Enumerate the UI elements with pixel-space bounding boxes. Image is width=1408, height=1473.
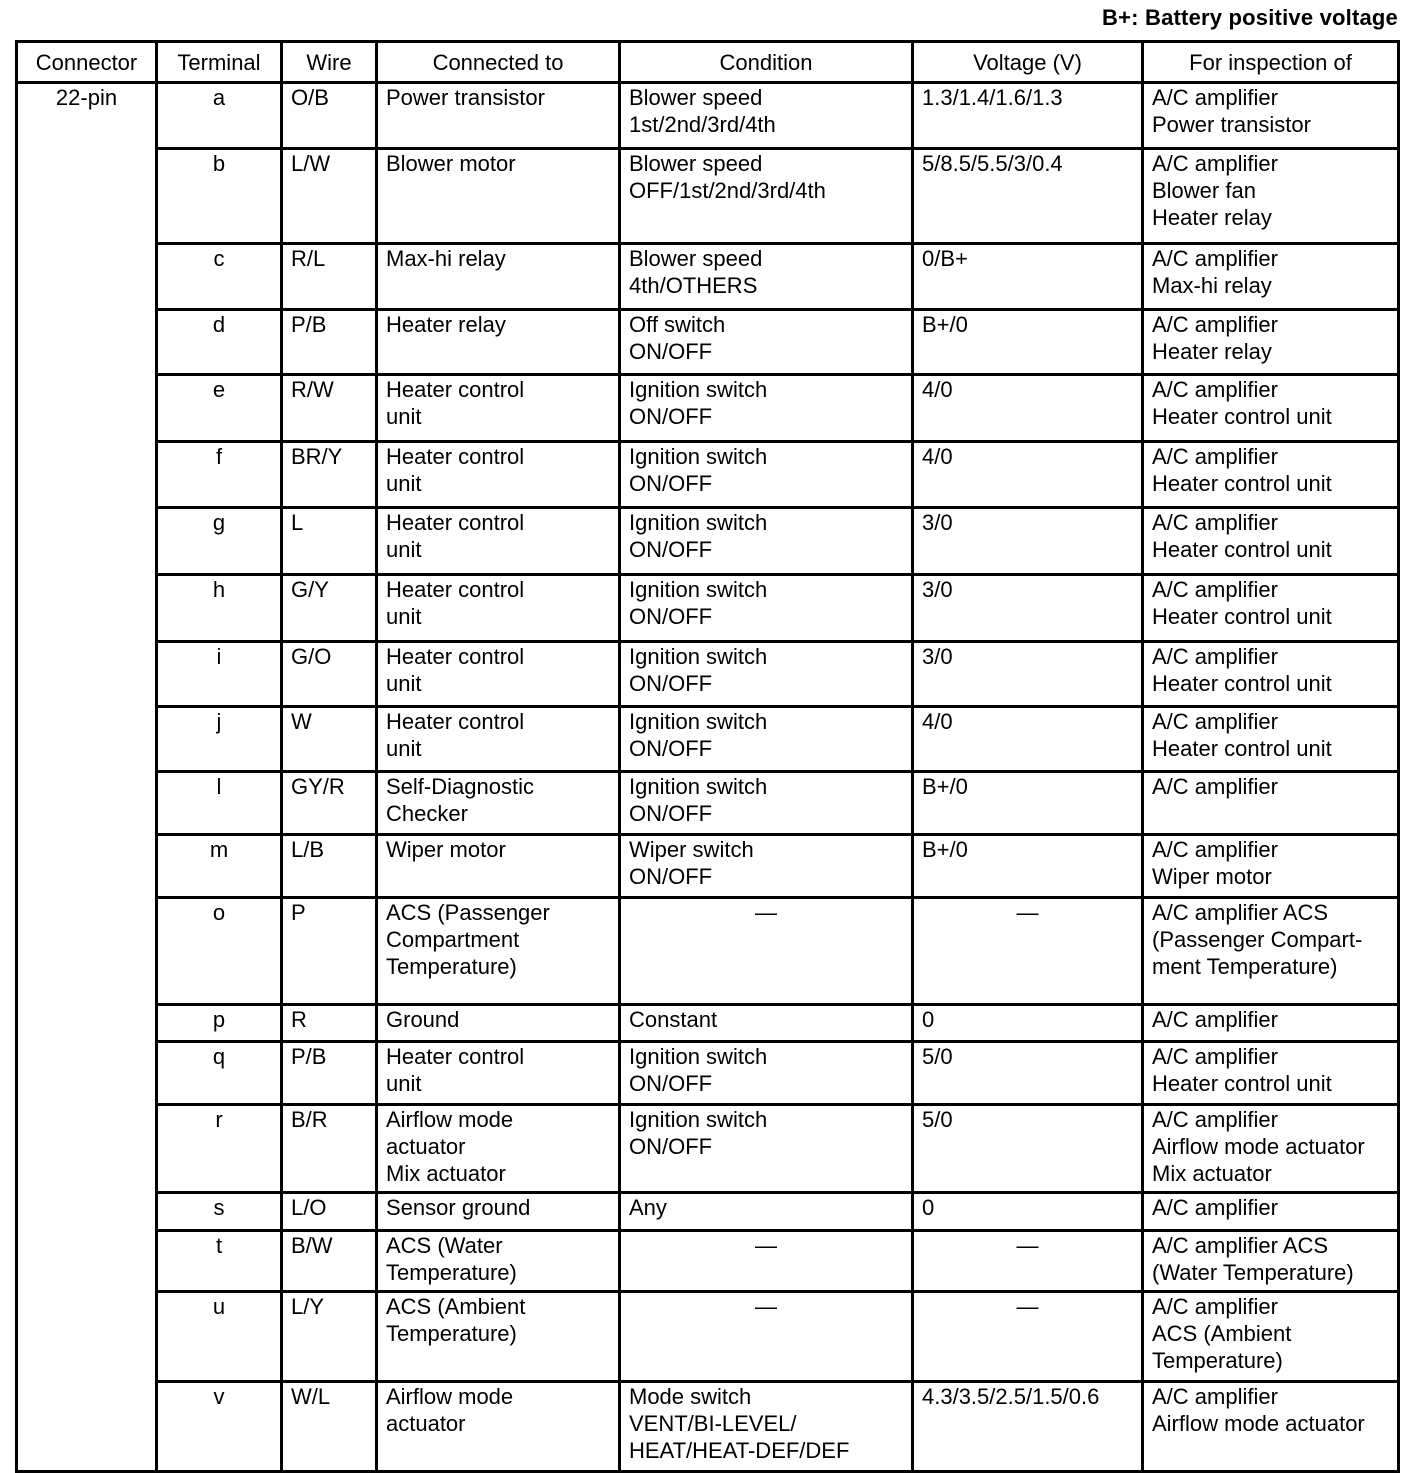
condition-cell: —	[620, 1292, 913, 1382]
condition-cell: Ignition switch ON/OFF	[620, 707, 913, 772]
wire-cell: R/W	[282, 375, 377, 442]
table-row	[17, 1231, 1399, 1292]
inspection-cell: A/C amplifier Max-hi relay	[1143, 244, 1399, 310]
condition-cell: Blower speed 4th/OTHERS	[620, 244, 913, 310]
terminal-cell: v	[157, 1382, 282, 1472]
inspection-cell: A/C amplifier Heater control unit	[1143, 707, 1399, 772]
table-header	[17, 42, 1399, 83]
table-row	[17, 1105, 1399, 1193]
voltage-cell: 3/0	[913, 642, 1143, 707]
condition-cell: Ignition switch ON/OFF	[620, 1105, 913, 1193]
table-row	[17, 375, 1399, 442]
wire-cell: L/B	[282, 835, 377, 898]
table-row	[17, 835, 1399, 898]
wire-cell: B/R	[282, 1105, 377, 1193]
voltage-cell: 4/0	[913, 707, 1143, 772]
wire-cell: L	[282, 508, 377, 575]
terminal-cell: h	[157, 575, 282, 642]
condition-cell: Any	[620, 1193, 913, 1231]
wire-cell: W/L	[282, 1382, 377, 1472]
voltage-cell: B+/0	[913, 835, 1143, 898]
condition-cell: Ignition switch ON/OFF	[620, 375, 913, 442]
condition-cell: Ignition switch ON/OFF	[620, 508, 913, 575]
terminal-cell: m	[157, 835, 282, 898]
inspection-cell: A/C amplifier	[1143, 772, 1399, 835]
inspection-cell: A/C amplifier Power transistor	[1143, 83, 1399, 149]
table-row	[17, 83, 1399, 149]
wire-cell: P/B	[282, 1042, 377, 1105]
table-row	[17, 898, 1399, 1005]
header-voltage: Voltage (V)	[913, 42, 1143, 83]
wire-cell: G/O	[282, 642, 377, 707]
condition-cell: Ignition switch ON/OFF	[620, 575, 913, 642]
wire-cell: L/Y	[282, 1292, 377, 1382]
condition-cell: Ignition switch ON/OFF	[620, 772, 913, 835]
voltage-cell: 4/0	[913, 442, 1143, 508]
condition-cell: Constant	[620, 1005, 913, 1042]
wire-cell: P	[282, 898, 377, 1005]
connected-to-cell: ACS (Passenger Compartment Temperature)	[377, 898, 620, 1005]
battery-voltage-note: B+: Battery positive voltage	[1102, 5, 1398, 30]
wire-cell: L/W	[282, 149, 377, 244]
header-wire: Wire	[282, 42, 377, 83]
terminal-cell: l	[157, 772, 282, 835]
condition-cell: —	[620, 1231, 913, 1292]
voltage-cell: B+/0	[913, 772, 1143, 835]
table-row	[17, 310, 1399, 375]
terminal-cell: p	[157, 1005, 282, 1042]
connector-terminal-table	[15, 40, 1400, 1473]
voltage-cell: 3/0	[913, 508, 1143, 575]
header-connected-to: Connected to	[377, 42, 620, 83]
wire-cell: BR/Y	[282, 442, 377, 508]
connected-to-cell: Heater control unit	[377, 642, 620, 707]
condition-cell: —	[620, 898, 913, 1005]
inspection-cell: A/C amplifier Heater relay	[1143, 310, 1399, 375]
inspection-cell: A/C amplifier Blower fan Heater relay	[1143, 149, 1399, 244]
connected-to-cell: Heater relay	[377, 310, 620, 375]
connected-to-cell: Heater control unit	[377, 508, 620, 575]
connected-to-cell: Ground	[377, 1005, 620, 1042]
condition-cell: Blower speed 1st/2nd/3rd/4th	[620, 83, 913, 149]
connected-to-cell: ACS (Ambient Temperature)	[377, 1292, 620, 1382]
table-row	[17, 508, 1399, 575]
inspection-cell: A/C amplifier ACS (Passenger Compart- ment Temperature)	[1143, 898, 1399, 1005]
terminal-cell: r	[157, 1105, 282, 1193]
voltage-cell: 1.3/1.4/1.6/1.3	[913, 83, 1143, 149]
table-row	[17, 442, 1399, 508]
connected-to-cell: Heater control unit	[377, 375, 620, 442]
wire-cell: W	[282, 707, 377, 772]
wire-cell: G/Y	[282, 575, 377, 642]
connected-to-cell: Airflow mode actuator	[377, 1382, 620, 1472]
condition-cell: Ignition switch ON/OFF	[620, 442, 913, 508]
connected-to-cell: Heater control unit	[377, 707, 620, 772]
inspection-cell: A/C amplifier Heater control unit	[1143, 575, 1399, 642]
wire-cell: O/B	[282, 83, 377, 149]
inspection-cell: A/C amplifier Airflow mode actuator	[1143, 1382, 1399, 1472]
voltage-cell: —	[913, 898, 1143, 1005]
connector-cell: 22-pin	[17, 83, 157, 1472]
table-row	[17, 707, 1399, 772]
terminal-cell: u	[157, 1292, 282, 1382]
connected-to-cell: Self-Diagnostic Checker	[377, 772, 620, 835]
terminal-cell: q	[157, 1042, 282, 1105]
table-row	[17, 1193, 1399, 1231]
wire-cell: R	[282, 1005, 377, 1042]
inspection-cell: A/C amplifier ACS (Ambient Temperature)	[1143, 1292, 1399, 1382]
inspection-cell: A/C amplifier ACS (Water Temperature)	[1143, 1231, 1399, 1292]
table-row	[17, 575, 1399, 642]
terminal-cell: i	[157, 642, 282, 707]
terminal-cell: a	[157, 83, 282, 149]
voltage-cell: —	[913, 1231, 1143, 1292]
table-row	[17, 642, 1399, 707]
table-row	[17, 772, 1399, 835]
condition-cell: Ignition switch ON/OFF	[620, 642, 913, 707]
wire-cell: R/L	[282, 244, 377, 310]
inspection-cell: A/C amplifier Heater control unit	[1143, 1042, 1399, 1105]
connected-to-cell: Airflow mode actuator Mix actuator	[377, 1105, 620, 1193]
voltage-cell: 5/0	[913, 1042, 1143, 1105]
inspection-cell: A/C amplifier	[1143, 1005, 1399, 1042]
inspection-cell: A/C amplifier	[1143, 1193, 1399, 1231]
wire-cell: GY/R	[282, 772, 377, 835]
voltage-cell: 3/0	[913, 575, 1143, 642]
connected-to-cell: Sensor ground	[377, 1193, 620, 1231]
inspection-cell: A/C amplifier Heater control unit	[1143, 442, 1399, 508]
wire-cell: L/O	[282, 1193, 377, 1231]
voltage-cell: B+/0	[913, 310, 1143, 375]
connected-to-cell: Heater control unit	[377, 1042, 620, 1105]
voltage-cell: 5/0	[913, 1105, 1143, 1193]
connected-to-cell: Heater control unit	[377, 575, 620, 642]
voltage-cell: 0	[913, 1005, 1143, 1042]
header-connector: Connector	[17, 42, 157, 83]
voltage-cell: 4/0	[913, 375, 1143, 442]
connected-to-cell: ACS (Water Temperature)	[377, 1231, 620, 1292]
voltage-cell: 0	[913, 1193, 1143, 1231]
table-row	[17, 1292, 1399, 1382]
condition-cell: Mode switch VENT/BI-LEVEL/ HEAT/HEAT-DEF/DEF	[620, 1382, 913, 1472]
header-inspection: For inspection of	[1143, 42, 1399, 83]
condition-cell: Blower speed OFF/1st/2nd/3rd/4th	[620, 149, 913, 244]
table-body	[17, 83, 1399, 1472]
inspection-cell: A/C amplifier Heater control unit	[1143, 642, 1399, 707]
terminal-cell: j	[157, 707, 282, 772]
inspection-cell: A/C amplifier Airflow mode actuator Mix actuator	[1143, 1105, 1399, 1193]
table-row	[17, 1042, 1399, 1105]
terminal-cell: s	[157, 1193, 282, 1231]
header-terminal: Terminal	[157, 42, 282, 83]
terminal-cell: b	[157, 149, 282, 244]
terminal-cell: t	[157, 1231, 282, 1292]
terminal-cell: g	[157, 508, 282, 575]
condition-cell: Wiper switch ON/OFF	[620, 835, 913, 898]
voltage-cell: 5/8.5/5.5/3/0.4	[913, 149, 1143, 244]
condition-cell: Off switch ON/OFF	[620, 310, 913, 375]
inspection-cell: A/C amplifier Heater control unit	[1143, 375, 1399, 442]
connected-to-cell: Blower motor	[377, 149, 620, 244]
connected-to-cell: Heater control unit	[377, 442, 620, 508]
table-row	[17, 149, 1399, 244]
table-row	[17, 244, 1399, 310]
wire-cell: B/W	[282, 1231, 377, 1292]
inspection-cell: A/C amplifier Heater control unit	[1143, 508, 1399, 575]
connected-to-cell: Max-hi relay	[377, 244, 620, 310]
header-condition: Condition	[620, 42, 913, 83]
connected-to-cell: Power transistor	[377, 83, 620, 149]
terminal-cell: f	[157, 442, 282, 508]
terminal-cell: o	[157, 898, 282, 1005]
table-row	[17, 1005, 1399, 1042]
inspection-cell: A/C amplifier Wiper motor	[1143, 835, 1399, 898]
condition-cell: Ignition switch ON/OFF	[620, 1042, 913, 1105]
terminal-cell: c	[157, 244, 282, 310]
terminal-cell: d	[157, 310, 282, 375]
wire-cell: P/B	[282, 310, 377, 375]
voltage-cell: 0/B+	[913, 244, 1143, 310]
voltage-cell: —	[913, 1292, 1143, 1382]
voltage-cell: 4.3/3.5/2.5/1.5/0.6	[913, 1382, 1143, 1472]
connected-to-cell: Wiper motor	[377, 835, 620, 898]
terminal-cell: e	[157, 375, 282, 442]
table-row	[17, 1382, 1399, 1472]
